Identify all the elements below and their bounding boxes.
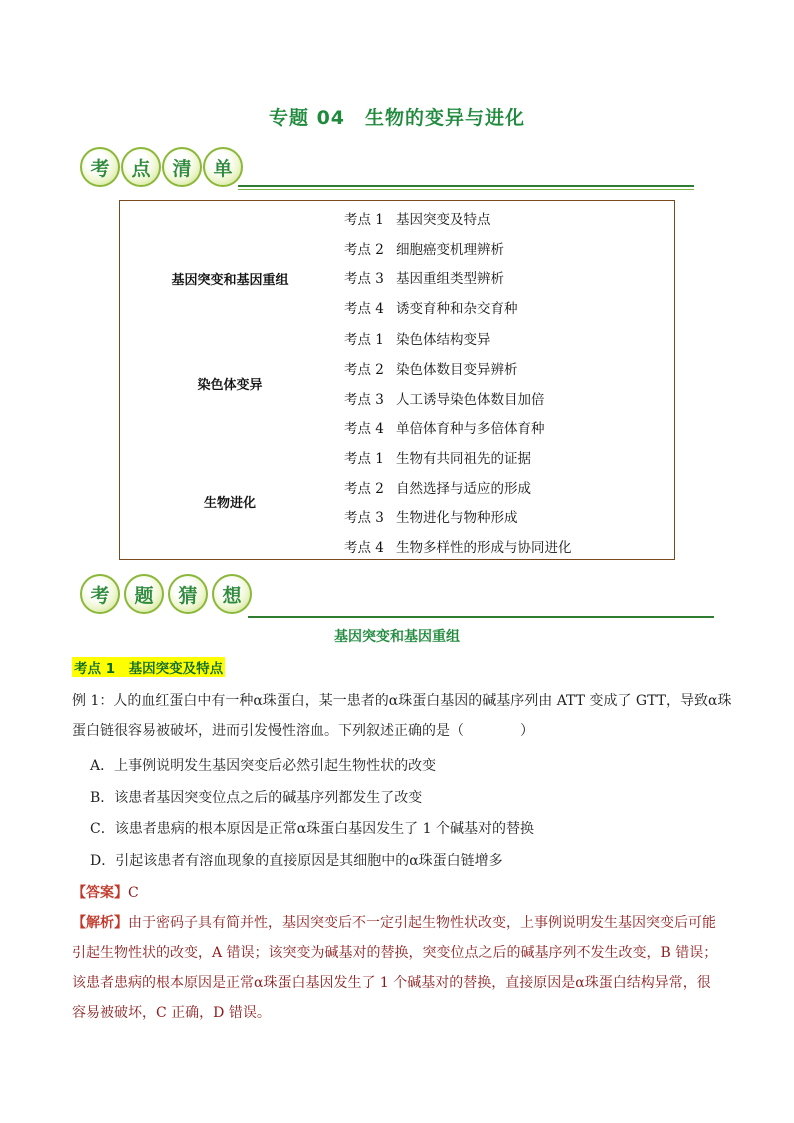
item-text: 生物进化与物种形成	[396, 510, 518, 526]
banner-char-2: 点	[121, 147, 161, 187]
analysis-line: 该患者患病的根本原因是正常α珠蛋白基因发生了 1 个碱基对的替换，直接原因是α珠蛋白结构异常，很	[72, 975, 711, 991]
item-num: 考点 1	[344, 212, 384, 228]
group-name: 生物进化	[203, 496, 256, 511]
outline-item	[344, 417, 545, 437]
outline-item	[344, 358, 518, 378]
option-d: D．引起该患者有溶血现象的直接原因是其细胞中的α珠蛋白链增多	[90, 853, 503, 869]
banner-exam-points	[78, 147, 694, 191]
item-text: 染色体结构变异	[396, 332, 491, 348]
banner-char-2: 题	[124, 574, 164, 614]
outline-table	[119, 200, 675, 560]
banner-char-1: 考	[80, 574, 120, 614]
item-num: 考点 3	[344, 271, 384, 287]
answer-value: C	[128, 885, 139, 901]
item-text: 自然选择与适应的形成	[396, 481, 531, 497]
item-num: 考点 4	[344, 540, 384, 556]
item-text: 生物多样性的形成与协同进化	[396, 540, 572, 556]
outline-item	[344, 328, 491, 348]
item-text: 单倍体育种与多倍体育种	[396, 421, 545, 437]
page-title: 专题 04 生物的变异与进化	[268, 107, 526, 129]
question-line: 蛋白链很容易被破坏，进而引发慢性溶血。下列叙述正确的是（ ）	[72, 723, 534, 739]
outline-item	[344, 506, 518, 526]
banner-divider	[248, 616, 714, 618]
analysis	[72, 908, 728, 1028]
item-text: 基因突变及特点	[396, 212, 491, 228]
banner-char-4: 单	[203, 147, 243, 187]
item-text: 生物有共同祖先的证据	[396, 451, 531, 467]
question-line: 例 1：人的血红蛋白中有一种α珠蛋白，某一患者的α珠蛋白基因的碱基序列由 ATT 变成了 GTT，导致α珠	[72, 693, 732, 709]
item-text: 染色体数目变异辨析	[396, 362, 518, 378]
item-text: 人工诱导染色体数目加倍	[396, 392, 545, 408]
outline-item	[344, 208, 491, 228]
banner-char-3: 清	[162, 147, 202, 187]
item-num: 考点 4	[344, 301, 384, 317]
outline-item	[344, 536, 572, 556]
analysis-line: 引起生物性状的改变，A 错误；该突变为碱基对的替换，突变位点之后的碱基序列不发生改变，B 错误；	[72, 945, 718, 961]
outline-item	[344, 267, 504, 287]
banner-char-3: 猜	[168, 574, 208, 614]
item-num: 考点 3	[344, 510, 384, 526]
answer-tag: 【答案】	[72, 885, 128, 901]
item-num: 考点 4	[344, 421, 384, 437]
item-text: 诱变育种和杂交育种	[396, 301, 518, 317]
item-num: 考点 1	[344, 451, 384, 467]
outline-item	[344, 238, 504, 258]
analysis-tag: 【解析】	[72, 915, 128, 931]
item-num: 考点 2	[344, 362, 384, 378]
option-c: C．该患者患病的根本原因是正常α珠蛋白基因发生了 1 个碱基对的替换	[90, 821, 534, 837]
analysis-line: 容易被破坏，C 正确，D 错误。	[72, 1005, 271, 1021]
outline-item	[344, 297, 518, 317]
banner-divider-thin	[238, 189, 694, 190]
item-text: 基因重组类型辨析	[396, 271, 504, 287]
exam-point-heading: 考点 1 基因突变及特点	[72, 657, 225, 677]
banner-divider	[238, 185, 694, 187]
option-b: B．该患者基因突变位点之后的碱基序列都发生了改变	[90, 790, 423, 806]
banner-char-1: 考	[80, 147, 120, 187]
section-title: 基因突变和基因重组	[334, 629, 460, 645]
option-a: A．上事例说明发生基因突变后必然引起生物性状的改变	[90, 758, 437, 774]
banner-exam-guess	[78, 574, 714, 618]
answer	[72, 882, 139, 902]
outline-item	[344, 447, 531, 467]
item-num: 考点 2	[344, 481, 384, 497]
group-name: 基因突变和基因重组	[171, 273, 289, 288]
outline-item	[344, 477, 531, 497]
item-num: 考点 2	[344, 242, 384, 258]
analysis-line: 由于密码子具有简并性，基因突变后不一定引起生物性状改变，上事例说明发生基因突变后可能	[128, 915, 716, 931]
group-name: 染色体变异	[197, 378, 263, 393]
item-text: 细胞癌变机理辨析	[396, 242, 504, 258]
banner-char-4: 想	[212, 574, 252, 614]
outline-item	[344, 388, 545, 408]
item-num: 考点 1	[344, 332, 384, 348]
item-num: 考点 3	[344, 392, 384, 408]
